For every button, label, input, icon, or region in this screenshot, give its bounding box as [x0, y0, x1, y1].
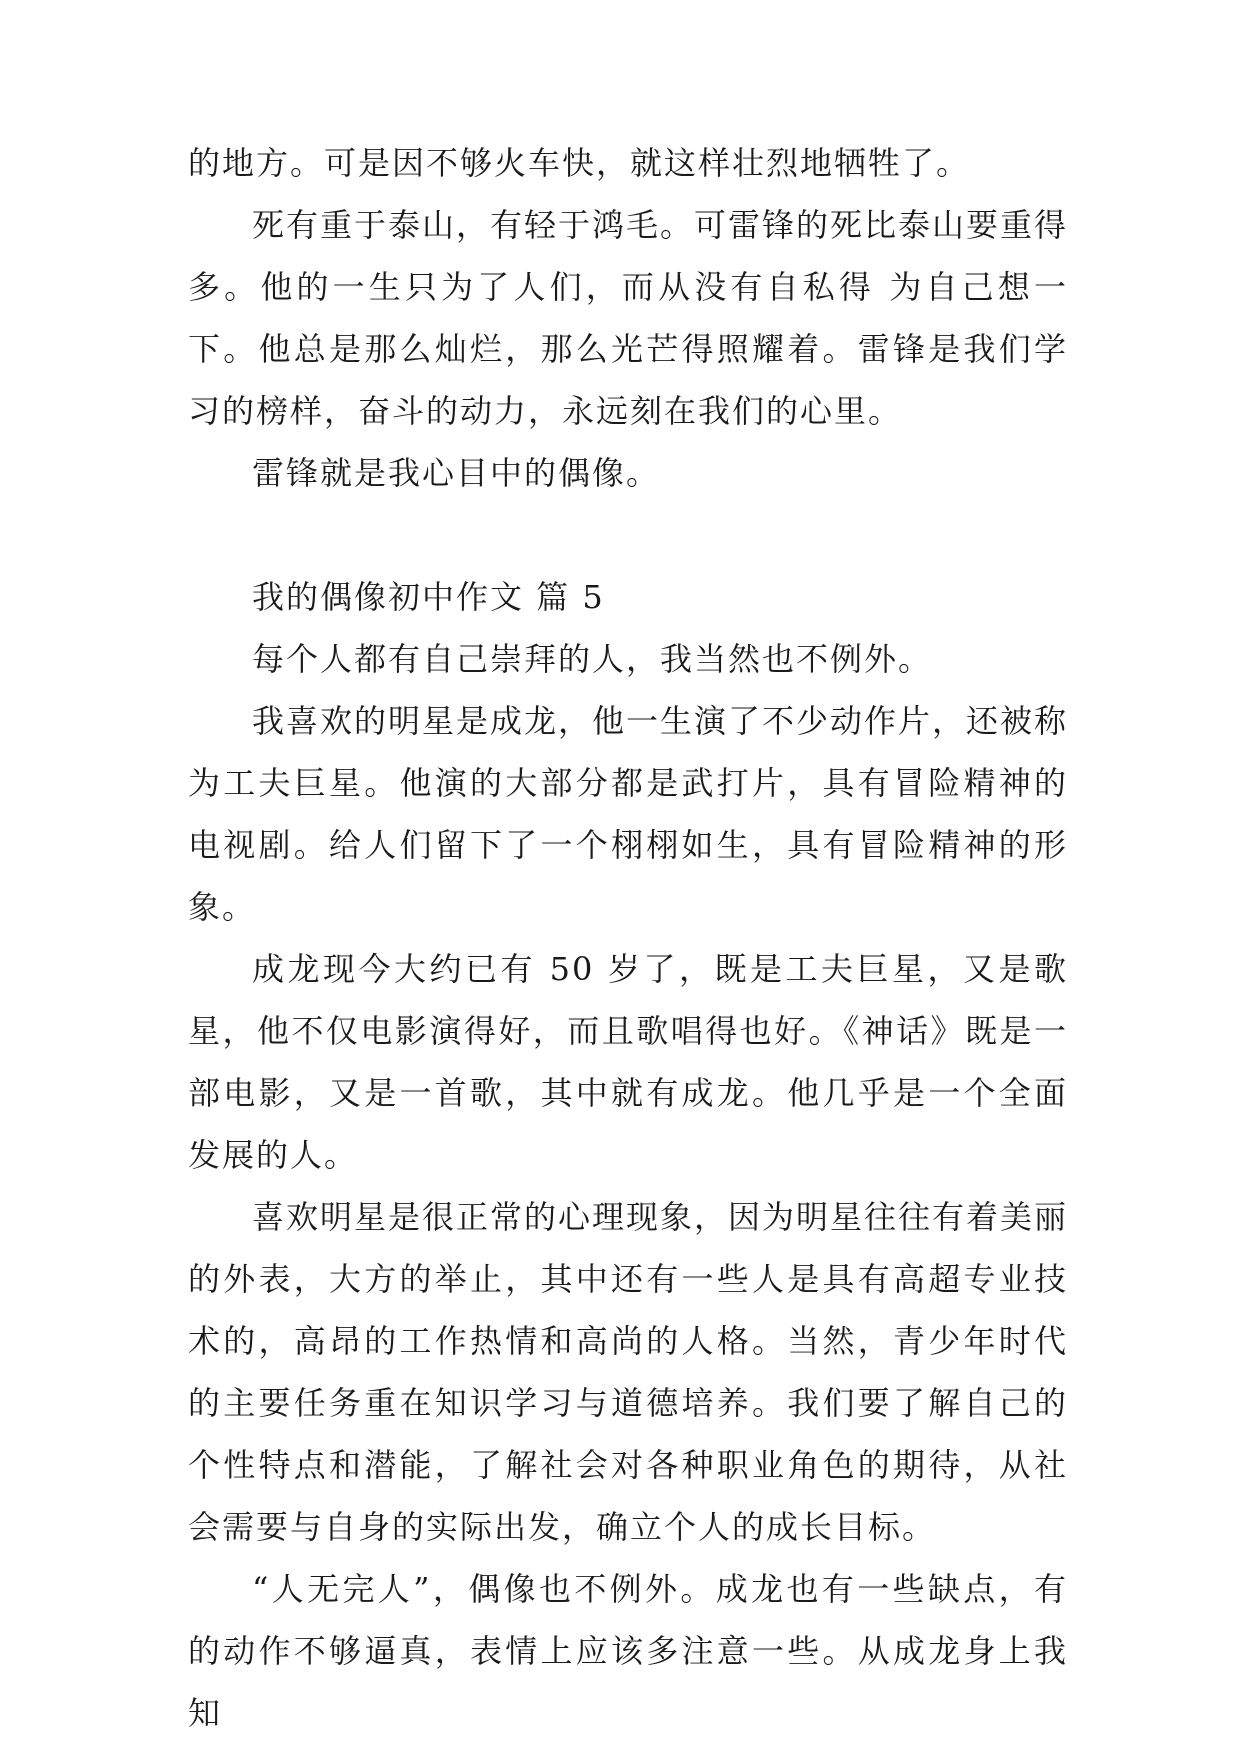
section-heading: 我的偶像初中作文 篇 5	[252, 578, 605, 616]
paragraph-flaws: “人无完人”，偶像也不例外。成龙也有一些缺点，有的动作不够逼真，表情上应该多注意一些。从成龙身上我知	[188, 1570, 1068, 1732]
paragraph-idol-psychology: 喜欢明星是很正常的心理现象，因为明星往往有着美丽的外表，大方的举止，其中还有一些人是具有高超专业技术的，高昂的工作热情和高尚的人格。当然，青少年时代的主要任务重在知识学习与道德培养。我们要了解自己的个性特点和潜能，了解社会对各种职业角色的期待，从社会需要与自身的实际出发，确立个人的成长目标。	[188, 1198, 1069, 1546]
document-body	[188, 132, 1068, 1744]
paragraph-continuation: 的地方。可是因不够火车快，就这样壮烈地牺牲了。	[188, 144, 971, 182]
paragraph-lei-feng-idol: 雷锋就是我心目中的偶像。	[252, 454, 661, 492]
paragraph-jackie-chan-films: 我喜欢的明星是成龙，他一生演了不少动作片，还被称为工夫巨星。他演的大部分都是武打片，具有冒险精神的电视剧。给人们留下了一个栩栩如生，具有冒险精神的形象。	[188, 702, 1069, 926]
section-gap	[188, 504, 1068, 566]
paragraph-jackie-chan-singer: 成龙现今大约已有 50 岁了，既是工夫巨星，又是歌星，他不仅电影演得好，而且歌唱得也好。《神话》既是一部电影，又是一首歌，其中就有成龙。他几乎是一个全面发展的人。	[188, 950, 1068, 1174]
paragraph-lei-feng-death: 死有重于泰山，有轻于鸿毛。可雷锋的死比泰山要重得多。他的一生只为了人们，而从没有自私得 为自己想一下。他总是那么灿烂，那么光芒得照耀着。雷锋是我们学习的榜样，奋斗的动力，永远刻在我们的心里。	[188, 206, 1069, 430]
paragraph-intro: 每个人都有自己崇拜的人，我当然也不例外。	[252, 640, 933, 678]
